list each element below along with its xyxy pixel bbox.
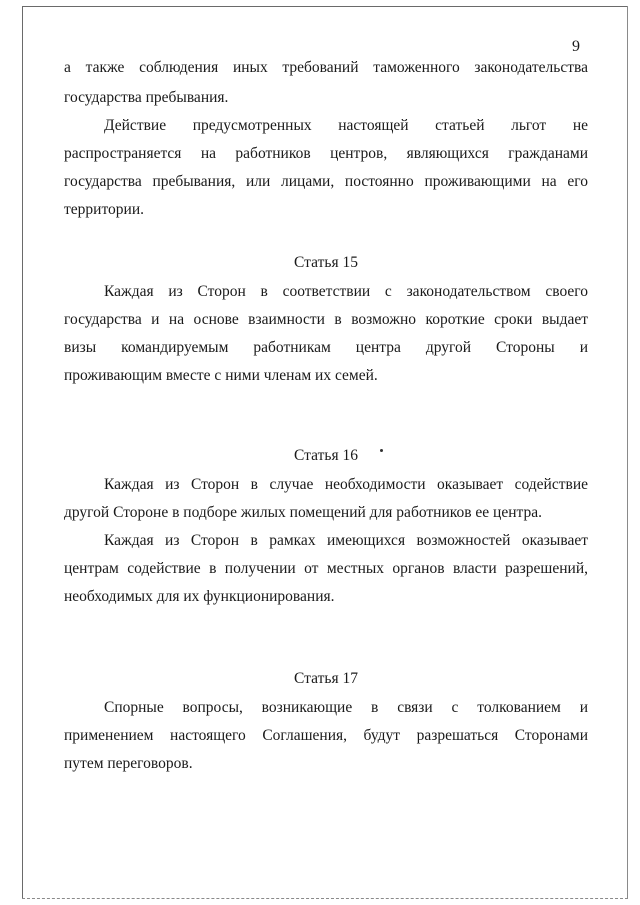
exemption-line-2: распространяется на работников центров, являющихся гражданами [64, 145, 588, 162]
exemption-line-1: Действие предусмотренных настоящей статьей льгот не [104, 117, 588, 134]
continuation-line-1: а также соблюдения иных требований таможенного законодательства [64, 59, 588, 76]
article-17-line-3: путем переговоров. [64, 755, 193, 772]
article-15-line-3: визы командируемым работникам центра другой Стороны и [64, 339, 588, 356]
article-16-para2-line-2: центрам содействие в получении от местных органов власти разрешений, [64, 560, 588, 577]
scan-border-right [627, 6, 628, 899]
article-15-heading: Статья 15 [294, 254, 358, 271]
scan-border-left [22, 6, 23, 899]
page-number: 9 [572, 38, 580, 55]
article-16-para1-line-2: другой Стороне в подборе жилых помещений для работников ее центра. [64, 504, 542, 521]
article-15-line-4: проживающим вместе с ними членам их семей. [64, 367, 378, 384]
article-16-para2-line-1: Каждая из Сторон в рамках имеющихся возможностей оказывает [104, 532, 588, 549]
article-15-line-2: государства и на основе взаимности в возможно короткие сроки выдает [64, 311, 588, 328]
article-17-heading: Статья 17 [294, 670, 358, 687]
article-17-line-1: Спорные вопросы, возникающие в связи с толкованием и [104, 699, 588, 716]
article-15-line-1: Каждая из Сторон в соответствии с законодательством своего [104, 283, 588, 300]
article-16-para2-line-3: необходимых для их функционирования. [64, 588, 335, 605]
article-17-line-2: применением настоящего Соглашения, будут разрешаться Сторонами [64, 727, 588, 744]
article-16-heading: Статья 16 [294, 447, 358, 464]
exemption-line-3: государства пребывания, или лицами, постоянно проживающими на его [64, 173, 588, 190]
scan-border-bottom [22, 898, 628, 899]
exemption-line-4: территории. [64, 201, 144, 218]
continuation-line-2: государства пребывания. [64, 89, 229, 106]
scan-border-top [22, 6, 627, 7]
article-16-para1-line-1: Каждая из Сторон в случае необходимости оказывает содействие [104, 476, 588, 493]
